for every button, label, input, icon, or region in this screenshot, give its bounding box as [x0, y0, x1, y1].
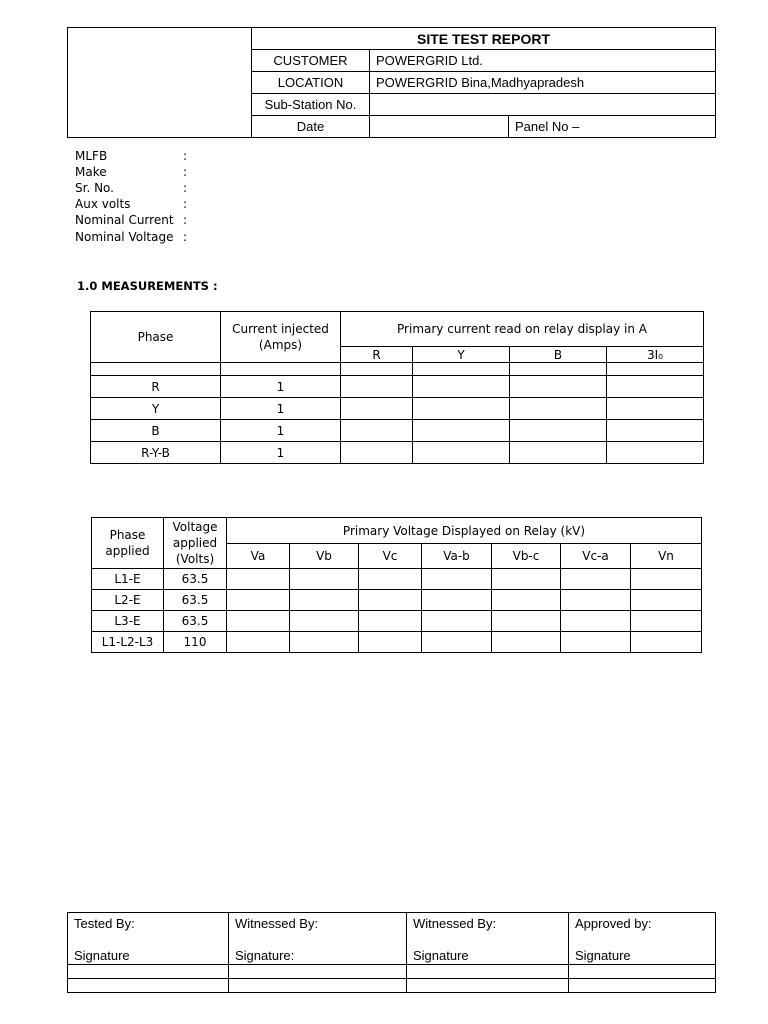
reading-cell[interactable] [607, 376, 704, 398]
voltage-applied-header: Voltage applied (Volts) [164, 518, 227, 569]
current-cell: 1 [221, 420, 341, 442]
reading-cell[interactable] [631, 569, 702, 590]
phase-cell: L1-L2-L3 [92, 632, 164, 653]
sub-header-y: Y [413, 347, 510, 363]
reading-cell[interactable] [631, 590, 702, 611]
signature-table [67, 912, 716, 993]
section-title-measurements: 1.0 MEASUREMENTS : [77, 279, 218, 293]
info-label-sr-no: Sr. No. [75, 181, 114, 195]
sub-header-vc-a: Vc-a [561, 544, 631, 569]
phase-applied-header: Phase applied [92, 518, 164, 569]
phase-header: Phase [91, 312, 221, 363]
voltage-cell: 63.5 [164, 569, 227, 590]
primary-current-header: Primary current read on relay display in A [341, 312, 704, 347]
reading-cell[interactable] [422, 632, 492, 653]
info-label-mlfb: MLFB [75, 149, 108, 163]
reading-cell[interactable] [607, 442, 704, 464]
voltage-cell: 110 [164, 632, 227, 653]
current-cell: 1 [221, 398, 341, 420]
current-measurement-table [90, 311, 704, 464]
reading-cell[interactable] [413, 420, 510, 442]
table-row [91, 398, 704, 420]
sub-header-va-b: Va-b [422, 544, 492, 569]
signature-label: Signature [569, 935, 716, 965]
voltage-cell: 63.5 [164, 611, 227, 632]
reading-cell[interactable] [561, 569, 631, 590]
table-row [68, 979, 716, 993]
report-header-table [67, 27, 716, 138]
reading-cell[interactable] [290, 590, 359, 611]
table-cell [91, 363, 221, 376]
reading-cell[interactable] [290, 611, 359, 632]
reading-cell[interactable] [413, 398, 510, 420]
date-label: Date [252, 116, 370, 138]
report-title: SITE TEST REPORT [252, 28, 716, 50]
reading-cell[interactable] [607, 420, 704, 442]
sub-header-r: R [341, 347, 413, 363]
phase-cell: R-Y-B [91, 442, 221, 464]
customer-label: CUSTOMER [252, 50, 370, 72]
signature-cell[interactable] [68, 965, 229, 979]
reading-cell[interactable] [227, 611, 290, 632]
reading-cell[interactable] [422, 590, 492, 611]
signature-cell[interactable] [407, 965, 569, 979]
reading-cell[interactable] [561, 590, 631, 611]
info-label-nominal-voltage: Nominal Voltage [75, 230, 174, 244]
sub-header-va: Va [227, 544, 290, 569]
sub-header-vb-c: Vb-c [492, 544, 561, 569]
reading-cell[interactable] [413, 442, 510, 464]
reading-cell[interactable] [561, 632, 631, 653]
table-row [92, 590, 702, 611]
reading-cell[interactable] [227, 569, 290, 590]
reading-cell[interactable] [422, 569, 492, 590]
info-colon: : [183, 230, 188, 244]
reading-cell[interactable] [290, 569, 359, 590]
location-value: POWERGRID Bina,Madhyapradesh [370, 72, 716, 94]
phase-cell: R [91, 376, 221, 398]
reading-cell[interactable] [341, 398, 413, 420]
signature-label: Signature: [229, 935, 407, 965]
logo-area [68, 28, 252, 138]
reading-cell[interactable] [492, 632, 561, 653]
reading-cell[interactable] [341, 376, 413, 398]
voltage-measurement-table [91, 517, 702, 653]
current-injected-header: Current injected (Amps) [221, 312, 341, 363]
witnessed-by-label: Witnessed By: [407, 913, 569, 935]
phase-cell: Y [91, 398, 221, 420]
reading-cell[interactable] [492, 611, 561, 632]
reading-cell[interactable] [510, 376, 607, 398]
table-row [92, 632, 702, 653]
reading-cell[interactable] [510, 398, 607, 420]
sub-header-vn: Vn [631, 544, 702, 569]
reading-cell[interactable] [359, 590, 422, 611]
table-row [91, 363, 704, 376]
table-row [91, 420, 704, 442]
reading-cell[interactable] [561, 611, 631, 632]
witnessed-by-label: Witnessed By: [229, 913, 407, 935]
voltage-cell: 63.5 [164, 590, 227, 611]
reading-cell[interactable] [510, 420, 607, 442]
sub-header-vc: Vc [359, 544, 422, 569]
reading-cell[interactable] [341, 442, 413, 464]
reading-cell[interactable] [290, 632, 359, 653]
current-cell: 1 [221, 376, 341, 398]
info-colon: : [183, 165, 188, 179]
reading-cell[interactable] [359, 569, 422, 590]
primary-voltage-header: Primary Voltage Displayed on Relay (kV) [227, 518, 702, 544]
sub-header-vb: Vb [290, 544, 359, 569]
reading-cell[interactable] [631, 611, 702, 632]
reading-cell[interactable] [227, 590, 290, 611]
info-colon: : [183, 213, 188, 227]
table-row [92, 569, 702, 590]
reading-cell[interactable] [492, 569, 561, 590]
table-cell[interactable] [341, 363, 413, 376]
name-cell[interactable] [569, 979, 716, 993]
reading-cell[interactable] [510, 442, 607, 464]
table-cell [221, 363, 341, 376]
info-colon: : [183, 197, 188, 211]
table-row [91, 376, 704, 398]
sub-header-3i0: 3I₀ [607, 347, 704, 363]
signature-cell[interactable] [569, 965, 716, 979]
info-colon: : [183, 149, 188, 163]
table-row [68, 965, 716, 979]
reading-cell[interactable] [341, 420, 413, 442]
panel-no-label: Panel No – [509, 116, 716, 138]
phase-cell: L1-E [92, 569, 164, 590]
info-label-nominal-current: Nominal Current [75, 213, 174, 227]
name-cell[interactable] [229, 979, 407, 993]
substation-value[interactable] [370, 94, 716, 116]
reading-cell[interactable] [227, 632, 290, 653]
reading-cell[interactable] [359, 632, 422, 653]
reading-cell[interactable] [359, 611, 422, 632]
current-cell: 1 [221, 442, 341, 464]
name-cell[interactable] [68, 979, 229, 993]
table-row [91, 442, 704, 464]
reading-cell[interactable] [607, 398, 704, 420]
name-cell[interactable] [407, 979, 569, 993]
customer-value: POWERGRID Ltd. [370, 50, 716, 72]
phase-cell: B [91, 420, 221, 442]
approved-by-label: Approved by: [569, 913, 716, 935]
substation-label: Sub-Station No. [252, 94, 370, 116]
signature-label: Signature [407, 935, 569, 965]
tested-by-label: Tested By: [68, 913, 229, 935]
reading-cell[interactable] [413, 376, 510, 398]
table-cell[interactable] [413, 363, 510, 376]
reading-cell[interactable] [492, 590, 561, 611]
phase-cell: L2-E [92, 590, 164, 611]
reading-cell[interactable] [422, 611, 492, 632]
phase-cell: L3-E [92, 611, 164, 632]
info-label-make: Make [75, 165, 107, 179]
sub-header-b: B [510, 347, 607, 363]
signature-label: Signature [68, 935, 229, 965]
info-colon: : [183, 181, 188, 195]
reading-cell[interactable] [631, 632, 702, 653]
table-cell[interactable] [510, 363, 607, 376]
date-value[interactable] [370, 116, 509, 138]
info-label-aux-volts: Aux volts [75, 197, 131, 211]
table-cell[interactable] [607, 363, 704, 376]
signature-cell[interactable] [229, 965, 407, 979]
table-row [92, 611, 702, 632]
location-label: LOCATION [252, 72, 370, 94]
